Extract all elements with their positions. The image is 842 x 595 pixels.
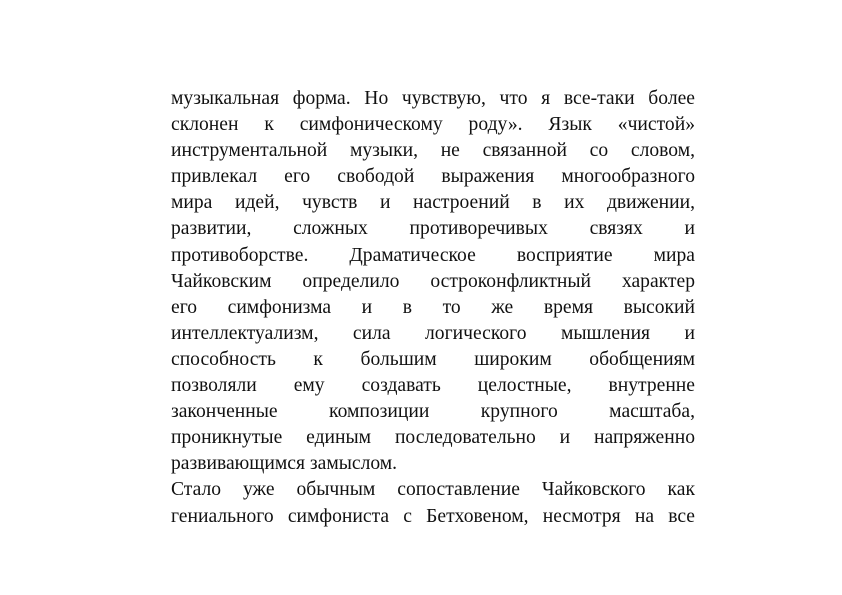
text-line: привлекал его свободой выражения многообразного — [171, 166, 695, 188]
text-line: его симфонизма и в то же время высокий — [171, 296, 695, 318]
text-line: инструментальной музыки, не связанной со словом, — [171, 140, 695, 162]
text-line: проникнутые единым последовательно и напряженно — [171, 427, 695, 449]
text-line: развитии, сложных противоречивых связях и — [171, 218, 695, 240]
text-line: позволяли ему создавать целостные, внутренне — [171, 375, 695, 397]
paragraph-2 — [171, 477, 695, 529]
text-line: мира идей, чувств и настроений в их движении, — [171, 192, 695, 214]
text-line: гениального симфониста с Бетховеном, несмотря на все — [171, 505, 695, 527]
text-line: противоборстве. Драматическое восприятие мира — [171, 244, 695, 266]
text-line: интеллектуализм, сила логического мышления и — [171, 322, 695, 344]
text-line: музыкальная форма. Но чувствую, что я все-таки более — [171, 88, 695, 109]
text-line: законченные композиции крупного масштаба, — [171, 401, 695, 423]
text-line: развивающимся замыслом. — [171, 453, 398, 475]
text-line: способность к большим широким обобщениям — [171, 348, 695, 370]
body-text — [171, 86, 695, 530]
paragraph-1 — [171, 86, 695, 477]
text-line: склонен к симфоническому роду». Язык «чистой» — [171, 114, 695, 136]
text-line: Стало уже обычным сопоставление Чайковского как — [171, 479, 695, 501]
text-line: Чайковским определило остроконфликтный характер — [171, 270, 695, 292]
